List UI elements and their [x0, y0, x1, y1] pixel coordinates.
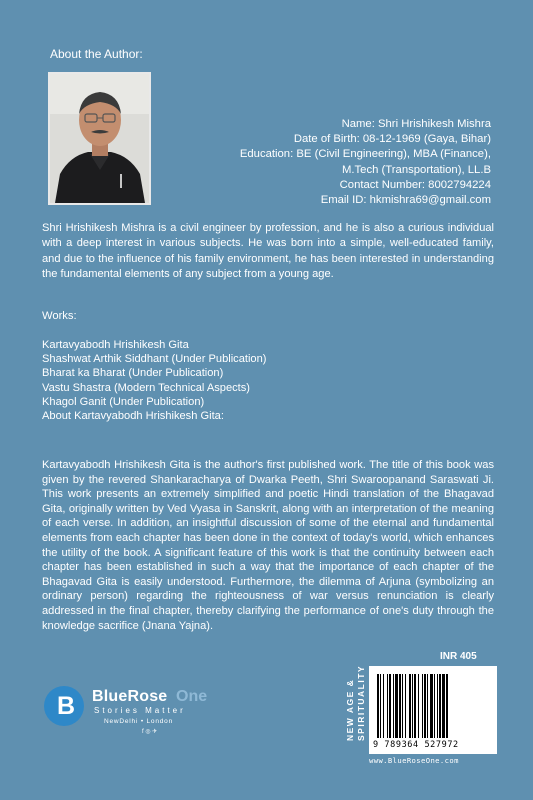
barcode-bar	[434, 674, 435, 738]
barcode-bar	[418, 674, 419, 738]
isbn-number: 9 789364 527972	[373, 740, 459, 750]
publisher-name: BlueRose	[92, 688, 168, 705]
barcode-bar	[424, 674, 426, 738]
author-photo	[48, 72, 151, 205]
publisher-website: www.BlueRoseOne.com	[369, 756, 459, 765]
list-item: Shashwat Arthik Siddhant (Under Publication)	[42, 353, 267, 366]
list-item: Bharat ka Bharat (Under Publication)	[42, 367, 224, 380]
publisher-tagline: Stories Matter	[94, 706, 186, 715]
works-heading: Works:	[42, 310, 77, 322]
barcode-bar	[427, 674, 428, 738]
author-email: Email ID: hkmishra69@gmail.com	[320, 194, 491, 207]
publisher-locations: NewDelhi • London	[104, 718, 173, 725]
author-bio: Shri Hrishikesh Mishra is a civil engineer by profession, and he is also a curious individual with a deep interest in various subjects. He was born into a simple, well-educated family, and due to the influence of his family environment, he has been interested in understanding the fundamental elements of any subject from a young age.	[42, 222, 494, 280]
author-name: Name: Shri Hrishikesh Mishra	[341, 118, 491, 130]
logo-circle-icon	[44, 686, 84, 726]
barcode-bar	[387, 674, 388, 738]
barcode	[369, 666, 497, 754]
barcode-bar	[430, 674, 433, 738]
book-description: Kartavyabodh Hrishikesh Gita is the author's first published work. The title of this book was given by the revered Shankaracharya of Dwarka Peeth, Shri Swaroopanand Saraswati Ji. This work presents an extremely simplified and poetic Hindi translation of the Bhagavad Gita, originally written by Ved Vyasa in Sanskrit, along with an interpretation of the meaning of each verse. In addition, an insightful discussion of some of the eternal and fundamental elements from each chapter has been done in the context of today's world, which enhances the utility of the book. A significant feature of this work is that the continuity between each chapter has been established in such a way that the importance of each chapter of the Bhagavad Gita is easily understood. Furthermore, the dilemma of Arjuna (symbolizing an ordinary person) regarding the righteousness of war versus renunciation is clearly addressed in the final chapter, thereby clarifying the performance of one's duty through the knowledge sacrifice (Jnana Yajna).	[42, 459, 494, 632]
publisher-name-suffix: One	[176, 688, 208, 705]
author-portrait-image	[50, 74, 149, 203]
list-item: Vastu Shastra (Modern Technical Aspects)	[42, 381, 251, 394]
author-contact: Contact Number: 8002794224	[339, 178, 491, 191]
social-icons: f ◎ ✈	[142, 729, 158, 735]
author-education: Education: BE (Civil Engineering), MBA (Finance),	[239, 148, 491, 161]
genre-line-2: SPIRITUALITY	[356, 664, 366, 741]
barcode-bar	[446, 674, 448, 738]
barcode-bar	[414, 674, 416, 738]
list-item: Khagol Ganit (Under Publication)	[42, 395, 205, 408]
publisher-logo	[44, 686, 208, 740]
about-author-heading: About the Author:	[50, 47, 143, 61]
barcode-bar	[393, 674, 394, 738]
barcode-bar	[442, 674, 445, 738]
list-item: About Kartavyabodh Hrishikesh Gita:	[42, 410, 224, 423]
author-dob: Date of Birth: 08-12-1969 (Gaya, Bihar)	[293, 133, 491, 146]
barcode-bar	[405, 674, 406, 738]
barcode-bar	[437, 674, 438, 738]
barcode-bar	[409, 674, 411, 738]
price-label: INR 405	[440, 651, 477, 662]
barcode-bar	[395, 674, 398, 738]
barcode-bar	[402, 674, 403, 738]
barcode-bar	[412, 674, 413, 738]
barcode-bar	[377, 674, 379, 738]
logo-letter: B	[57, 692, 76, 720]
barcode-bar	[389, 674, 391, 738]
author-details	[161, 117, 491, 208]
works-list	[42, 338, 266, 423]
list-item: Kartavyabodh Hrishikesh Gita	[42, 339, 189, 351]
barcode-bar	[399, 674, 401, 738]
author-education-cont: M.Tech (Transportation), LL.B	[341, 163, 491, 176]
barcode-bar	[439, 674, 441, 738]
barcode-bars-icon	[377, 674, 489, 738]
genre-line-1: NEW AGE &	[345, 678, 355, 741]
barcode-bar	[383, 674, 384, 738]
barcode-bar	[422, 674, 423, 738]
barcode-bar	[380, 674, 381, 738]
genre-text	[345, 665, 367, 741]
